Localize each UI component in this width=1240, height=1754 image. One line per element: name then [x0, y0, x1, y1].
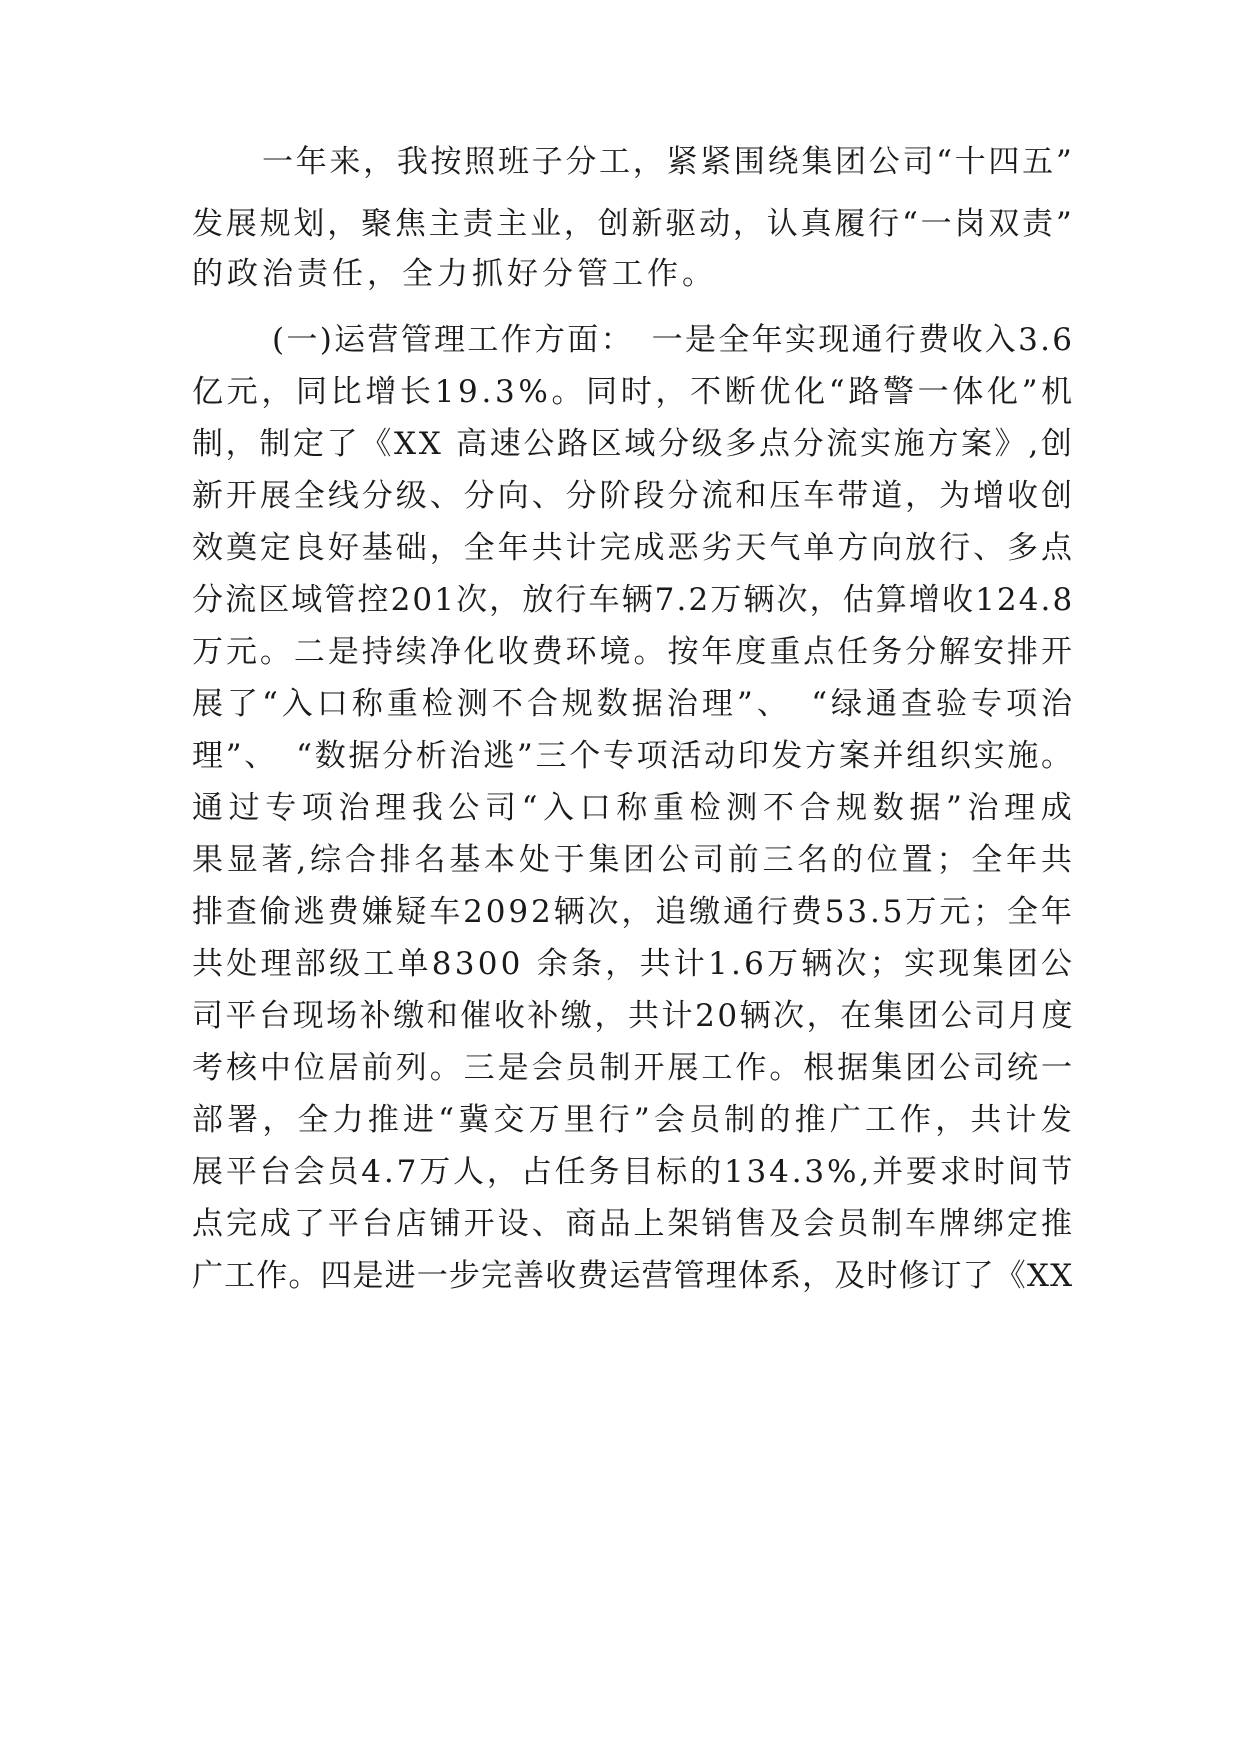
paragraph-2-line-14: 司平台现场补缴和催收补缴，共计20辆次，在集团公司月度: [192, 998, 1075, 1034]
paragraph-2-line-13: 共处理部级工单8300 余条，共计1.6万辆次；实现集团公: [192, 946, 1076, 982]
paragraph-2-line-7: 万元。二是持续净化收费环境。按年度重点任务分解安排开: [192, 634, 1075, 670]
paragraph-2-line-16: 部署，全力推进“冀交万里行”会员制的推广工作，共计发: [192, 1102, 1076, 1138]
paragraph-2-line-19: 广工作。四是进一步完善收费运营管理体系，及时修订了《XX: [192, 1258, 1074, 1294]
paragraph-2-line-2: 亿元，同比增长19.3%。同时，不断优化“路警一体化”机: [192, 374, 1076, 410]
paragraph-2-line-17: 展平台会员4.7万人，占任务目标的134.3%,并要求时间节: [192, 1154, 1076, 1190]
paragraph-2-line-9: 理”、 “数据分析治逃”三个专项活动印发方案并组织实施。: [192, 738, 1075, 774]
paragraph-2-line-1: (一)运营管理工作方面： 一是全年实现通行费收入3.6: [272, 322, 1075, 358]
paragraph-2-line-18: 点完成了平台店铺开设、商品上架销售及会员制车牌绑定推: [192, 1206, 1075, 1242]
paragraph-2-line-8: 展了“入口称重检测不合规数据治理”、 “绿通查验专项治: [192, 686, 1077, 722]
paragraph-2-line-5: 效奠定良好基础，全年共计完成恶劣天气单方向放行、多点: [192, 530, 1075, 566]
paragraph-2-line-15: 考核中位居前列。三是会员制开展工作。根据集团公司统一: [192, 1050, 1075, 1086]
paragraph-1-line-2: 发展规划，聚焦主责主业，创新驱动，认真履行“一岗双责”: [192, 206, 1075, 242]
paragraph-1-line-1: 一年来，我按照班子分工，紧紧围绕集团公司“十四五”: [262, 144, 1075, 180]
paragraph-2-line-12: 排查偷逃费嫌疑车2092辆次，追缴通行费53.5万元；全年: [192, 894, 1075, 930]
paragraph-1-line-3: 的政治责任，全力抓好分管工作。: [192, 256, 717, 292]
paragraph-2-line-10: 通过专项治理我公司“入口称重检测不合规数据”治理成: [192, 790, 1078, 826]
paragraph-2-line-3: 制，制定了《XX 高速公路区域分级多点分流实施方案》,创: [192, 426, 1075, 462]
paragraph-2-line-11: 果显著,综合排名基本处于集团公司前三名的位置；全年共: [192, 842, 1076, 878]
paragraph-2-line-4: 新开展全线分级、分向、分阶段分流和压车带道，为增收创: [192, 478, 1075, 514]
paragraph-2-line-6: 分流区域管控201次，放行车辆7.2万辆次，估算增收124.8: [192, 582, 1075, 618]
